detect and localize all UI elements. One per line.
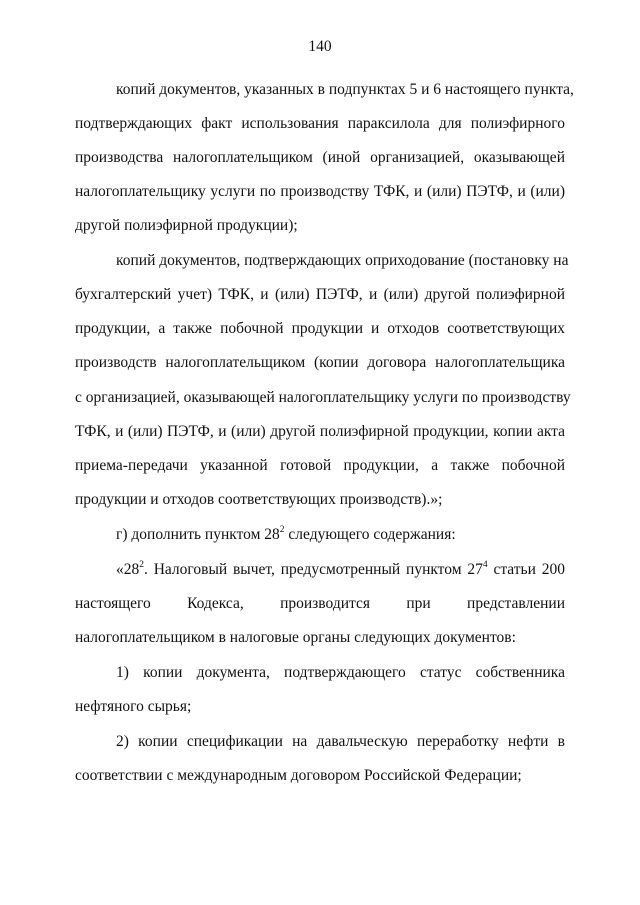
paragraph-line: ТФК, и (или) ПЭТФ, и (или) другой полиэфирной продукции, копии акта [75, 423, 565, 440]
paragraph-line: соответствии с международным договором Российской Федерации; [75, 767, 522, 784]
paragraph-line: 2) копии спецификации на давальческую переработку нефти в [116, 733, 565, 750]
paragraph-line [116, 560, 565, 580]
paragraph-line: копий документов, подтверждающих оприходование (постановку на [116, 252, 569, 269]
paragraph-line: приема-передачи указанной готовой продукции, а также побочной [75, 457, 565, 474]
paragraph-line: налогоплательщиком в налоговые органы следующих документов: [75, 629, 516, 646]
paragraph-line: 1) копии документа, подтверждающего статус собственника [116, 664, 565, 681]
text-run: г) дополнить пунктом 28 [116, 526, 280, 543]
paragraph-line: с организацией, оказывающей налогоплательщику услуги по производству [75, 389, 571, 406]
superscript: 2 [279, 524, 285, 535]
paragraph-line: налогоплательщику услуги по производству ТФК, и (или) ПЭТФ, и (или) [75, 183, 565, 200]
paragraph-line: настоящего Кодекса, производится при представлении [75, 595, 565, 612]
text-run: следующего содержания: [284, 526, 456, 543]
paragraph-line: продукции, а также побочной продукции и отходов соответствующих [75, 320, 565, 337]
superscript: 2 [139, 559, 144, 570]
paragraph-line: продукции и отходов соответствующих производств).»; [75, 491, 443, 508]
paragraph-line: нефтяного сырья; [75, 698, 192, 715]
text-run: «28 [116, 561, 140, 578]
text-run: статьи 200 [487, 561, 565, 578]
page-number: 140 [308, 38, 332, 55]
superscript: 4 [482, 559, 488, 570]
paragraph-line: бухгалтерский учет) ТФК, и (или) ПЭТФ, и (или) другой полиэфирной [75, 286, 565, 303]
paragraph-line: копий документов, указанных в подпунктах 5 и 6 настоящего пункта, [116, 81, 574, 98]
paragraph-line: другой полиэфирной продукции); [75, 217, 298, 234]
paragraph-line [116, 525, 565, 545]
paragraph-line: подтверждающих факт использования параксилола для полиэфирного [75, 115, 565, 132]
text-run: . Налоговый вычет, предусмотренный пунктом 27 [144, 561, 483, 578]
paragraph-line: производства налогоплательщиком (иной организацией, оказывающей [75, 149, 565, 166]
paragraph-line: производств налогоплательщиком (копии договора налогоплательщика [75, 354, 565, 371]
